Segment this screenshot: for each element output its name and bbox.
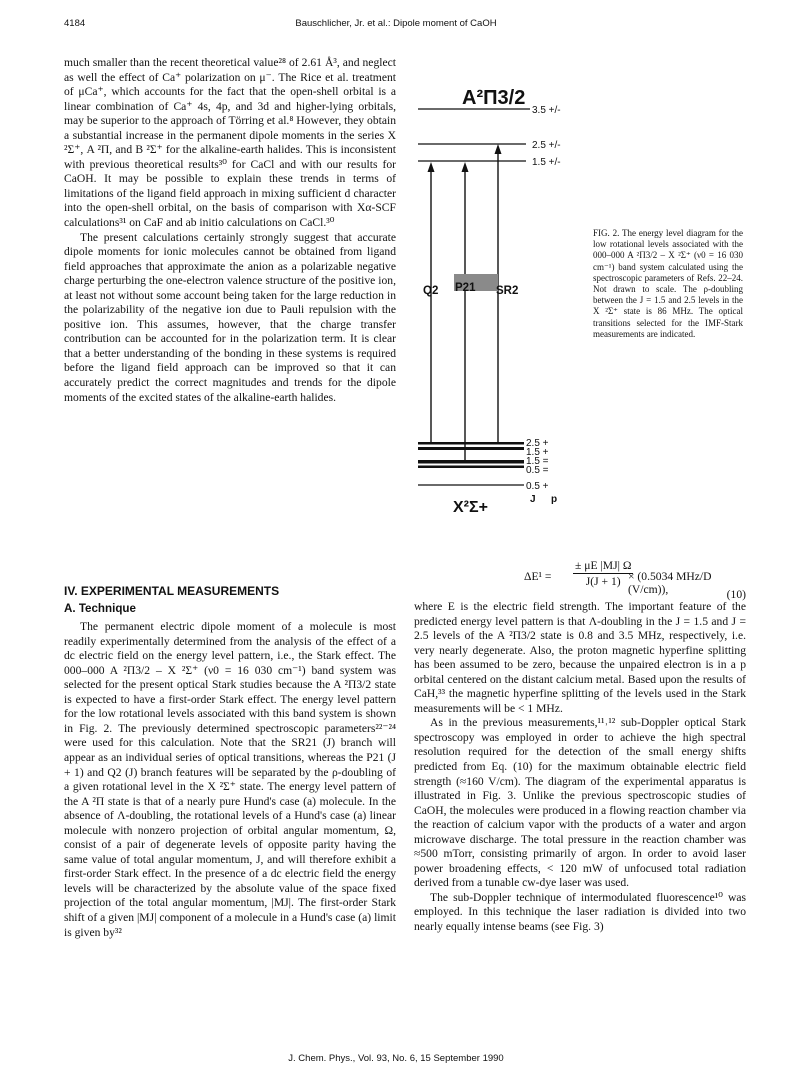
lower-level-line — [418, 442, 524, 445]
arrow-head — [428, 162, 435, 172]
equation-denominator: J(J + 1) — [585, 575, 621, 588]
page-number: 4184 — [64, 18, 86, 29]
equation-10 — [414, 555, 746, 601]
equation-lhs: ΔE¹ = — [524, 570, 552, 583]
paragraph: The permanent electric dipole moment of a molecule is most readily experimentally determined from the analysis of the effect of a dc electric field on the energy level pattern, i.e., the Stark effect. The 000–000 A ²Π3/2 – X ²Σ⁺ (ν0 = 16 030 cm⁻¹) band system was selected for the present optical Stark studies because the A ²Π3/2 state is expected to have a first-order Stark effect. The energy level pattern for the low rotational levels associated with this band system is shown in Fig. 2. The previously determined spectroscopic parameters²²⁻²⁴ were used for this calculation. Note that the SR21 (J) branch will appear as an individual series of optical transitions, whereas the P21 (J + 1) and Q2 (J) branch features will be separated by the ρ-doubling of a given rotational level in the X ²Σ⁺ state. The energy level pattern of the A ²Π state is that of a nearly pure Hund's case (a) molecule. In the absence of Λ-doubling, the rotational levels of a Hund's case (a) linear molecule with nonzero projection of orbital angular momentum, Ω, consist of a pair of degenerate levels of opposite parity having the same value of total angular momentum, J, and will therefore exhibit a first-order Stark effect. In the presence of a dc electric field the energy levels will be characterized by the absolute value of the space fixed projection of the total angular momentum, |MJ|. The first-order Stark shift of a given |MJ| component of a molecule in a Hund's case (a) limit is given by³² — [64, 620, 396, 939]
equation-numerator: ± μE |MJ| Ω — [575, 559, 632, 572]
right-column-bottom — [414, 600, 746, 935]
upper-level-label: 3.5 +/- — [532, 105, 561, 116]
journal-footer: J. Chem. Phys., Vol. 93, No. 6, 15 September 1990 — [288, 1053, 504, 1064]
lower-level-label: 1.5 + — [526, 447, 549, 458]
paragraph: The sub-Doppler technique of intermodulated fluorescence¹⁰ was employed. In this technique the laser radiation is divided into two nearly equally intense beams (see Fig. 3) — [414, 890, 746, 934]
upper-level-label: 2.5 +/- — [532, 140, 561, 151]
paragraph: where E is the electric field strength. The important feature of the predicted energy level pattern is that Λ-doubling in the J = 1.5 and J = 2.5 levels of the A ²Π3/2 state is 0.8 and 3.5 MHz, respectively, i.e. very nearly degenerate. Also, the proton magnetic hyperfine splitting has been assumed to be zero, because the unpaired electron is in a p orbital centered on the distant calcium metal. Based upon the results of CaH,³³ the magnetic hyperfine splitting of the levels used in the Stark measurements will be < 1 MHz. — [414, 600, 746, 715]
paragraph: As in the previous measurements,¹¹˒¹² sub-Doppler optical Stark spectroscopy was employed in order to achieve the high spectral resolution required for the detection of the small energy shifts predicted from Eq. (10) for the maximum obtainable electric field strength (≈160 V/cm). The diagram of the experimental apparatus is illustrated in Fig. 3. Unlike the previous spectroscopic studies of CaOH, the molecules were produced in a flowing reaction chamber via the reaction of calcium vapor with the products of a water and argon microwave discharge. The total pressure in the reaction chamber was ≈500 mTorr, consisting primarily of argon. In order to avoid laser power broadening effects, < 120 mW of unfocused total radiation derived from a tunable cw-dye laser was used. — [414, 716, 746, 890]
paragraph: much smaller than the recent theoretical value²⁸ of 2.61 Å³, and neglect as well the effect of Ca⁺ polarization on μ⁻. The Rice et al. treatment of μCa⁺, which accounts for the fact that the open-shell orbital is a linear combination of Ca⁺ 4s, 4p, and 3d and higher-lying orbitals, may be superior to the approach of Törring et al.⁸ However, they obtain a substantial increase in the permanent dipole moments in the series X ²Σ⁺, A ²Π, and B ²Σ⁺ for the alkaline-earth halides. This is inconsistent with previous theoretical results³⁰ for CaCl and with our results for CaOH. It may be possible to explain these trends in terms of limitations of the ligand field approach in mixing sufficient d character into the open-shell orbital, on the basis of comparison with Xα-SCF calculations³¹ on CaF and ab initio calculations on CaCl.³⁰ — [64, 56, 396, 230]
equation-number: (10) — [726, 588, 746, 601]
left-column-bottom — [64, 584, 396, 940]
left-column-top — [64, 56, 396, 405]
equation-fraction — [573, 559, 633, 588]
lower-level-line — [418, 460, 524, 464]
section-heading: IV. EXPERIMENTAL MEASUREMENTS — [64, 584, 280, 598]
equation-rhs: × (0.5034 MHz/D (V/cm)), — [628, 570, 712, 596]
arrow-head — [495, 144, 502, 154]
upper-level-label: 1.5 +/- — [532, 157, 561, 168]
energy-level-diagram — [408, 56, 598, 526]
axis-label-p: p — [551, 494, 558, 505]
running-title: Bauschlicher, Jr. et al.: Dipole moment of CaOH — [295, 18, 497, 29]
lower-level-line — [418, 466, 524, 469]
lower-level-label: 1.5 = — [526, 456, 549, 467]
branch-label-p21: P21 — [455, 282, 476, 294]
branch-label-sr2: SR2 — [496, 285, 519, 297]
lower-level-line — [418, 447, 524, 450]
axis-label-j: J — [530, 494, 536, 505]
upper-state-label: A²Π3/2 — [462, 87, 526, 109]
lower-state-label: X²Σ+ — [453, 499, 488, 516]
lower-level-label: 0.5 = — [526, 465, 549, 476]
figure-caption: FIG. 2. The energy level diagram for the low rotational levels associated with the 000–000 A ²Π3/2 – X ²Σ⁺ (ν0 = 16 030 cm⁻¹) band system calculated using the spectroscopic parameters of Refs. 22–24. Not drawn to scale. The ρ-doubling between the J = 1.5 and 2.5 levels in the X ²Σ⁺ state is 86 MHz. The optical transitions selected for the IMF-Stark measurements are indicated. — [593, 228, 743, 339]
lower-level-label: 0.5 + — [526, 481, 549, 492]
branch-label-q2: Q2 — [423, 285, 439, 297]
subsection-heading: A. Technique — [64, 601, 136, 615]
lower-level-label: 2.5 + — [526, 438, 549, 449]
arrow-head — [462, 162, 469, 172]
paragraph: The present calculations certainly strongly suggest that accurate dipole moments for ionic molecules cannot be obtained from ligand field approaches that approximate the anion as a polarizable negative charge perturbing the one-electron valence structure of the positive ion, at least not without some account being taken for the large reduction in the polarizability of the negative ion due to Pauli repulsion with the positive ion. This assumes, however, that the charge transfer contribution can be accounted for in the polarization term. It is clear that a better understanding of the bonding in these systems is required before the ligand field approach can be improved so that it can accurately predict the correct magnitudes and trends for the dipole moments of the excited states of the alkaline-earth halides. — [64, 230, 396, 404]
